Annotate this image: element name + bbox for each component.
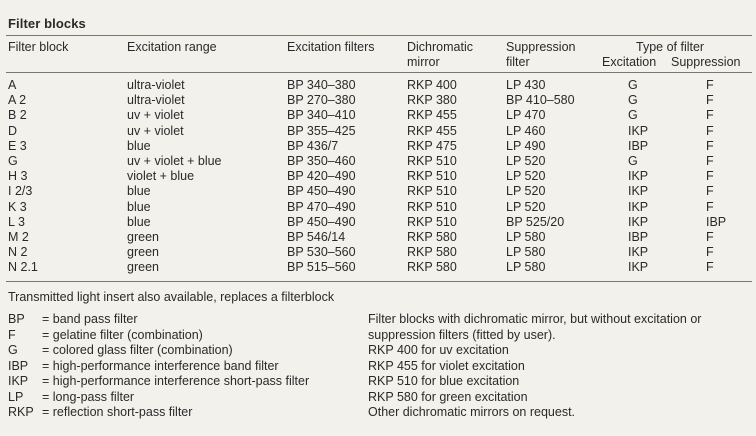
cell-dichromatic-mirror: RKP 510 (407, 184, 457, 199)
cell-type-suppression: F (706, 154, 714, 168)
legend-description: = high-performance interference short-pass filter (42, 374, 310, 388)
header-suppression-filter-line2: filter (506, 55, 530, 69)
legend-abbreviation: IBP (8, 358, 29, 373)
cell-type-excitation: IKP (628, 245, 649, 260)
cell-type-suppression: F (706, 199, 714, 214)
cell-dichromatic-mirror: RKP 580 (407, 245, 457, 260)
cell-suppression-filter: BP 410–580 (506, 93, 575, 108)
legend-description: = gelatine filter (combination) (42, 327, 203, 342)
header-dichromatic-mirror-line2: mirror (407, 55, 440, 69)
cell-type-excitation: IKP (628, 214, 649, 229)
note-line: suppression filters (fitted by user). (368, 327, 556, 342)
cell-type-excitation: G (628, 108, 638, 123)
cell-dichromatic-mirror: RKP 455 (407, 108, 457, 123)
cell-suppression-filter: LP 580 (506, 230, 546, 244)
cell-filter-block: M 2 (8, 230, 29, 244)
cell-filter-block: B 2 (8, 108, 27, 123)
cell-excitation-filter: BP 530–560 (287, 245, 356, 260)
cell-excitation-range: blue (127, 184, 151, 199)
note-line: RKP 455 for violet excitation (368, 358, 525, 373)
cell-type-suppression: F (706, 260, 714, 275)
cell-excitation-range: ultra-violet (127, 93, 185, 108)
cell-type-excitation: IBP (628, 138, 649, 153)
cell-type-suppression: F (706, 78, 714, 92)
cell-type-excitation: IKP (628, 169, 649, 184)
cell-excitation-range: blue (127, 199, 151, 214)
cell-dichromatic-mirror: RKP 475 (407, 138, 457, 153)
cell-type-excitation: IBP (628, 230, 649, 244)
cell-excitation-range: violet + blue (127, 169, 195, 184)
cell-dichromatic-mirror: RKP 510 (407, 154, 457, 168)
cell-filter-block: E 3 (8, 138, 27, 153)
cell-type-excitation: IKP (628, 199, 649, 214)
cell-filter-block: L 3 (8, 214, 25, 229)
cell-filter-block: I 2/3 (8, 184, 33, 199)
cell-filter-block: N 2 (8, 245, 28, 260)
legend-description: = long-pass filter (42, 389, 135, 404)
cell-suppression-filter: LP 490 (506, 138, 546, 153)
cell-suppression-filter: LP 520 (506, 199, 546, 214)
cell-excitation-filter: BP 470–490 (287, 199, 356, 214)
header-excitation-range: Excitation range (127, 40, 217, 54)
cell-excitation-range: uv + violet + blue (127, 154, 222, 168)
cell-dichromatic-mirror: RKP 510 (407, 214, 457, 229)
cell-dichromatic-mirror: RKP 380 (407, 93, 457, 108)
cell-excitation-filter: BP 340–380 (287, 78, 356, 92)
cell-type-excitation: G (628, 93, 638, 108)
header-filter-block: Filter block (8, 40, 69, 54)
cell-type-suppression: F (706, 123, 714, 138)
cell-dichromatic-mirror: RKP 510 (407, 199, 457, 214)
cell-type-suppression: F (706, 245, 714, 260)
cell-dichromatic-mirror: RKP 455 (407, 123, 457, 138)
legend-abbreviation: BP (8, 312, 25, 326)
cell-excitation-filter: BP 420–490 (287, 169, 356, 184)
cell-type-excitation: G (628, 78, 638, 92)
cell-dichromatic-mirror: RKP 580 (407, 230, 457, 244)
cell-dichromatic-mirror: RKP 400 (407, 78, 457, 92)
cell-excitation-range: green (127, 260, 159, 275)
cell-filter-block: H 3 (8, 169, 28, 184)
cell-excitation-filter: BP 350–460 (287, 154, 356, 168)
cell-excitation-filter: BP 340–410 (287, 108, 356, 123)
legend-description: = band pass filter (42, 312, 138, 326)
cell-excitation-range: green (127, 245, 159, 260)
legend-abbreviation: IKP (8, 374, 29, 388)
cell-suppression-filter: LP 580 (506, 245, 546, 260)
title-rule (6, 35, 752, 36)
cell-filter-block: A (8, 78, 17, 92)
table-bottom-rule (6, 281, 752, 282)
legend-description: = reflection short-pass filter (42, 405, 193, 419)
note-line: Filter blocks with dichromatic mirror, but without excitation or (368, 312, 702, 326)
cell-excitation-range: green (127, 230, 159, 244)
cell-type-excitation: G (628, 154, 638, 168)
header-excitation-filters: Excitation filters (287, 40, 375, 54)
cell-excitation-filter: BP 450–490 (287, 184, 356, 199)
cell-type-suppression: F (706, 108, 714, 123)
cell-suppression-filter: LP 520 (506, 169, 546, 184)
note-line: RKP 580 for green excitation (368, 389, 528, 404)
cell-suppression-filter: BP 525/20 (506, 214, 565, 229)
header-rule (6, 72, 752, 73)
cell-excitation-range: blue (127, 138, 151, 153)
cell-excitation-filter: BP 450–490 (287, 214, 356, 229)
legend-abbreviation: F (8, 327, 16, 342)
legend-abbreviation: LP (8, 389, 24, 404)
header-dichromatic-mirror-line1: Dichromatic (407, 40, 473, 54)
cell-filter-block: D (8, 123, 18, 138)
cell-type-suppression: F (706, 184, 714, 199)
legend-description: = colored glass filter (combination) (42, 343, 233, 357)
cell-type-suppression: F (706, 230, 714, 244)
note-line: RKP 400 for uv excitation (368, 343, 509, 357)
header-suppression-filter-line1: Suppression (506, 40, 576, 54)
header-type-suppression: Suppression (671, 55, 741, 69)
cell-filter-block: A 2 (8, 93, 27, 108)
cell-excitation-filter: BP 436/7 (287, 138, 339, 153)
legend-abbreviation: G (8, 343, 18, 357)
cell-filter-block: K 3 (8, 199, 27, 214)
cell-type-excitation: IKP (628, 260, 649, 275)
cell-suppression-filter: LP 520 (506, 184, 546, 199)
cell-type-suppression: F (706, 169, 714, 184)
header-type-excitation: Excitation (602, 55, 657, 69)
cell-excitation-filter: BP 546/14 (287, 230, 346, 244)
cell-excitation-range: uv + violet (127, 108, 184, 123)
cell-type-suppression: F (706, 138, 714, 153)
header-type-of-filter: Type of filter (636, 40, 705, 54)
transmitted-light-note: Transmitted light insert also available, replaces a filterblock (8, 290, 335, 304)
page-title: Filter blocks (8, 16, 86, 31)
legend-abbreviation: RKP (8, 405, 34, 419)
cell-dichromatic-mirror: RKP 510 (407, 169, 457, 184)
cell-excitation-filter: BP 270–380 (287, 93, 356, 108)
note-line: RKP 510 for blue excitation (368, 374, 520, 388)
cell-type-suppression: F (706, 93, 714, 108)
cell-suppression-filter: LP 580 (506, 260, 546, 275)
cell-suppression-filter: LP 470 (506, 108, 546, 123)
cell-excitation-filter: BP 355–425 (287, 123, 356, 138)
cell-type-suppression: IBP (706, 214, 727, 229)
cell-excitation-range: uv + violet (127, 123, 184, 138)
legend-description: = high-performance interference band filter (42, 358, 279, 373)
cell-suppression-filter: LP 460 (506, 123, 546, 138)
cell-excitation-range: ultra-violet (127, 78, 185, 92)
cell-suppression-filter: LP 430 (506, 78, 546, 92)
note-line: Other dichromatic mirrors on request. (368, 405, 576, 419)
cell-filter-block: N 2.1 (8, 260, 38, 275)
cell-dichromatic-mirror: RKP 580 (407, 260, 457, 275)
cell-suppression-filter: LP 520 (506, 154, 546, 168)
cell-excitation-range: blue (127, 214, 151, 229)
cell-filter-block: G (8, 154, 18, 168)
cell-excitation-filter: BP 515–560 (287, 260, 356, 275)
cell-type-excitation: IKP (628, 184, 649, 199)
cell-type-excitation: IKP (628, 123, 649, 138)
